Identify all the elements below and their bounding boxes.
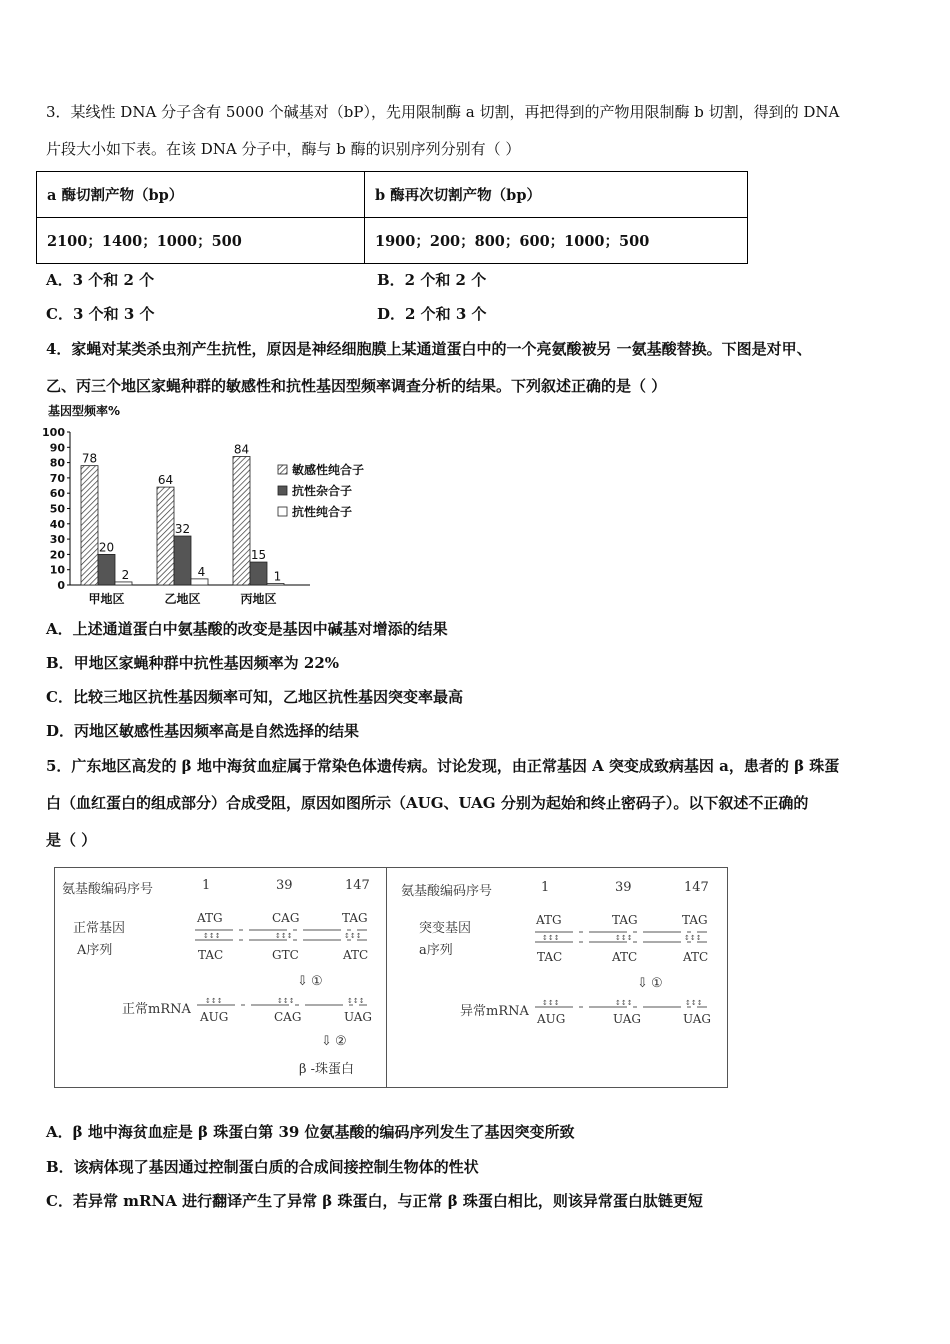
svg-text:↕↕↕: ↕↕↕ [542,999,560,1007]
y-tick-label: 20 [49,548,65,562]
q4-option-c: C．比较三地区抗性基因频率可知，乙地区抗性基因突变率最高 [46,688,463,706]
svg-text:↕↕↕: ↕↕↕ [347,997,365,1005]
left-seq-label: A序列 [77,943,113,958]
svg-text:↕↕↕: ↕↕↕ [203,932,221,940]
bar-value-label: 1 [273,569,282,584]
bar-2-1 [250,562,267,585]
genotype-frequency-chart [40,402,400,610]
x-category-label: 丙地区 [240,592,277,606]
right-pos-1: 1 [541,880,550,895]
q3-table-header-a: a 酶切割产物（bp） [37,172,365,218]
right-bottom-codon-3: ATC [683,950,709,964]
q4-stem-line1: 4．家蝇对某类杀虫剂产生抗性，原因是神经细胞膜上某通道蛋白中的一个亮氨酸被另 一氨基酸替换。下图是对甲、 [46,340,812,358]
left-bottom-codon-1: TAC [198,948,224,962]
left-pos-147: 147 [345,878,370,893]
right-header: 氨基酸编码序号 [401,884,493,899]
legend-label: 敏感性纯合子 [292,463,365,477]
bar-value-label: 32 [174,522,191,537]
y-tick-label: 40 [49,517,65,531]
q3-option-d: D．2 个和 3 个 [377,305,487,323]
right-seq-label: a序列 [419,943,453,958]
left-top-codon-3: TAG [342,911,368,925]
right-step1-arrow-icon: ⇩ [637,976,648,991]
q4-stem-line2: 乙、丙三个地区家蝇种群的敏感性和抗性基因型频率调查分析的结果。下列叙述正确的是（ ） [46,377,667,395]
x-category-label: 乙地区 [164,592,201,606]
bar-1-2 [191,579,208,585]
legend-label: 抗性纯合子 [292,505,353,519]
right-bottom-codon-2: ATC [612,950,638,964]
left-bottom-codon-2: GTC [272,948,299,962]
q3-table-cell-a: 2100；1400；1000；500 [37,218,365,264]
bar-2-0 [233,456,250,585]
legend-swatch [278,486,287,495]
q3-stem-line1: 3．某线性 DNA 分子含有 5000 个碱基对（bP），先用限制酶 a 切割，再把得到的产物用限制酶 b 切割，得到的 DNA [46,103,840,121]
bar-value-label: 64 [157,473,174,488]
bar-2-2 [267,583,284,585]
bar-value-label: 4 [197,564,206,579]
bar-value-label: 78 [81,451,98,466]
strand-lines [55,868,727,1087]
q5-stem-line3: 是（ ） [46,831,97,849]
bar-value-label: 84 [233,442,250,457]
svg-text:↕↕↕: ↕↕↕ [277,997,295,1005]
y-tick-label: 10 [49,563,65,577]
bars [81,442,284,606]
right-step1: ① [651,976,663,991]
svg-text:↕↕↕: ↕↕↕ [542,934,560,942]
left-top-codon-1: ATG [197,911,223,925]
q5-option-a: A．β 地中海贫血症是 β 珠蛋白第 39 位氨基酸的编码序列发生了基因突变所致 [46,1123,575,1141]
q3-stem-line2: 片段大小如下表。在该 DNA 分子中，酶与 b 酶的识别序列分别有（ ） [46,140,521,158]
right-gene-label: 突变基因 [419,921,472,936]
q3-option-a: A．3 个和 2 个 [46,271,155,289]
q3-option-b: B．2 个和 2 个 [377,271,487,289]
q5-option-b: B．该病体现了基因通过控制蛋白质的合成间接控制生物体的性状 [46,1158,479,1176]
svg-text:↕↕↕: ↕↕↕ [344,932,362,940]
left-step2-arrow-icon: ⇩ [321,1034,332,1049]
q5-option-c: C．若异常 mRNA 进行翻译产生了异常 β 珠蛋白，与正常 β 珠蛋白相比，则该异常蛋白肽链更短 [46,1192,703,1210]
y-tick-label: 70 [49,471,65,485]
bar-0-1 [98,554,115,585]
right-mrna-codon-1: AUG [537,1012,566,1026]
left-pos-39: 39 [276,878,293,893]
y-tick-label: 90 [49,441,65,455]
y-tick-label: 50 [49,502,65,516]
right-mrna-codon-3: UAG [683,1012,711,1026]
right-bottom-codon-1: TAC [537,950,563,964]
legend-swatch [278,465,287,474]
x-category-label: 甲地区 [88,592,125,606]
svg-text:↕↕↕: ↕↕↕ [685,999,703,1007]
legend-label: 抗性杂合子 [292,484,353,498]
left-step1-arrow-icon: ⇩ [297,974,308,989]
bar-value-label: 15 [250,548,267,563]
y-tick-label: 100 [42,426,65,439]
bar-1-1 [174,536,191,585]
svg-text:↕↕↕: ↕↕↕ [615,999,633,1007]
y-tick-label: 0 [57,579,65,592]
q4-option-d: D．丙地区敏感性基因频率高是自然选择的结果 [46,722,360,740]
q5-stem-line1: 5．广东地区高发的 β 地中海贫血症属于常染色体遗传病。讨论发现，由正常基因 A 突变成致病基因 a，患者的 β 珠蛋 [46,757,840,775]
left-bottom-codon-3: ATC [343,948,369,962]
q4-option-b: B．甲地区家蝇种群中抗性基因频率为 22% [46,654,340,672]
left-header: 氨基酸编码序号 [62,882,154,897]
left-step2: ② [335,1034,347,1049]
q5-stem-line2: 白（血红蛋白的组成部分）合成受阻，原因如图所示（AUG、UAG 分别为起始和终止密码子）。以下叙述不正确的 [46,794,809,812]
right-top-codon-1: ATG [536,913,562,927]
bar-value-label: 2 [121,567,130,582]
q3-table-cell-b: 1900；200；800；600；1000；500 [365,218,748,264]
bar-0-0 [81,466,98,585]
q3-table [36,171,748,264]
left-mrna-codon-1: AUG [200,1010,229,1024]
y-tick-label: 30 [49,533,65,547]
q3-option-c: C．3 个和 3 个 [46,305,155,323]
bar-value-label: 20 [98,540,115,555]
y-tick-label: 60 [49,487,65,501]
svg-text:↕↕↕: ↕↕↕ [275,932,293,940]
q4-option-a: A．上述通道蛋白中氨基酸的改变是基因中碱基对增添的结果 [46,620,448,638]
left-product: β -珠蛋白 [299,1062,355,1077]
right-mrna-codon-2: UAG [613,1012,641,1026]
left-mrna-codon-2: CAG [274,1010,302,1024]
legend [278,462,364,519]
left-mrna-codon-3: UAG [344,1010,372,1024]
right-pos-39: 39 [615,880,632,895]
svg-text:↕↕↕: ↕↕↕ [684,934,702,942]
left-gene-label: 正常基因 [73,921,126,936]
svg-text:↕↕↕: ↕↕↕ [205,997,223,1005]
bar-0-2 [115,582,132,585]
left-mrna-label: 正常mRNA [122,1002,191,1017]
legend-swatch [278,507,287,516]
left-top-codon-2: CAG [272,911,300,925]
chart-ylabel: 基因型频率% [48,404,121,418]
q3-table-header-b: b 酶再次切割产物（bp） [365,172,748,218]
left-step1: ① [311,974,323,989]
right-top-codon-3: TAG [682,913,708,927]
svg-text:↕↕↕: ↕↕↕ [615,934,633,942]
y-tick-label: 80 [49,456,65,470]
bar-1-0 [157,487,174,585]
right-pos-147: 147 [684,880,709,895]
right-mrna-label: 异常mRNA [460,1004,529,1019]
right-top-codon-2: TAG [612,913,638,927]
gene-mutation-figure [54,867,728,1088]
left-pos-1: 1 [202,878,211,893]
